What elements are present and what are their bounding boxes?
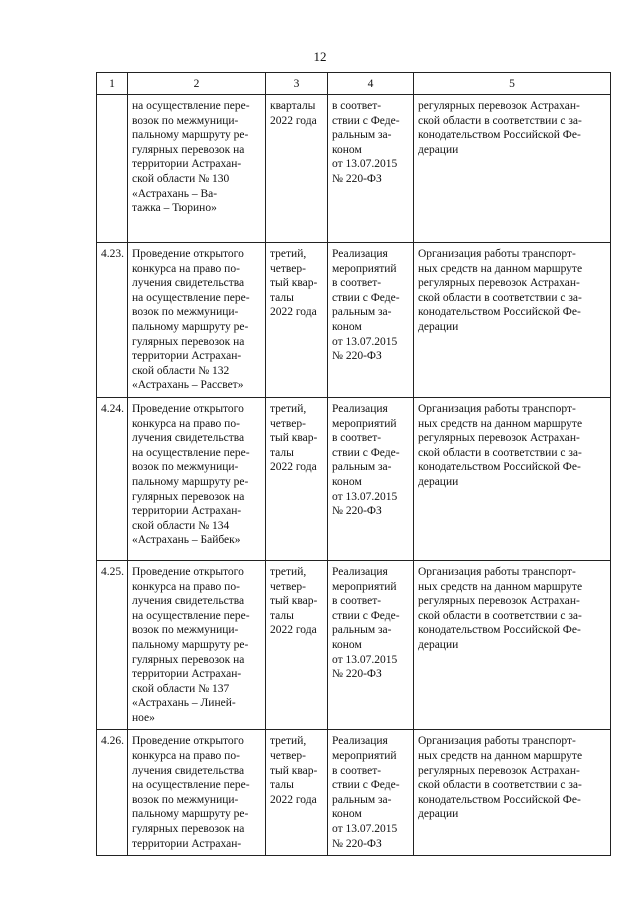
row-result: Организация работы транспорт- ных средств на данном маршруте регулярных перевозок Астрахан- ской области в соответствии с за- конодательством Российской Фе- дерации (414, 730, 611, 856)
row-result: регулярных перевозок Астрахан- ской области в соответствии с за- конодательством Российской Фе- дерации (414, 95, 611, 243)
row-period: третий, четвер- тый квар- талы 2022 года (266, 397, 328, 560)
row-period: кварталы 2022 года (266, 95, 328, 243)
row-result: Организация работы транспорт- ных средств на данном маршруте регулярных перевозок Астрахан- ской области в соответствии с за- конодательством Российской Фе- дерации (414, 397, 611, 560)
row-event: Проведение открытого конкурса на право по- лучения свидетельства на осуществление пере- возок по межмуници- пальному маршруту ре- гулярных перевозок на территории Астрахан- ской области № 137 «Астрахань – Линей- ное» (128, 560, 266, 730)
row-basis: Реализация мероприятий в соответ- ствии с Феде- ральным за- коном от 13.07.2015 № 220-ФЗ (328, 560, 414, 730)
column-header-basis: 4 (328, 73, 414, 95)
row-basis: Реализация мероприятий в соответ- ствии с Феде- ральным за- коном от 13.07.2015 № 220-ФЗ (328, 243, 414, 398)
column-header-result: 5 (414, 73, 611, 95)
row-period: третий, четвер- тый квар- талы 2022 года (266, 560, 328, 730)
page-number: 12 (313, 49, 327, 64)
row-basis: Реализация мероприятий в соответ- ствии с Феде- ральным за- коном от 13.07.2015 № 220-ФЗ (328, 730, 414, 856)
table-row (97, 730, 611, 856)
row-basis: в соответ- ствии с Феде- ральным за- коном от 13.07.2015 № 220-ФЗ (328, 95, 414, 243)
row-event: Проведение открытого конкурса на право по- лучения свидетельства на осуществление пере- возок по межмуници- пальному маршруту ре- гулярных перевозок на территории Астрахан- ской области № 132 «Астрахань – Рассвет» (128, 243, 266, 398)
row-result: Организация работы транспорт- ных средств на данном маршруте регулярных перевозок Астрахан- ской области в соответствии с за- конодательством Российской Фе- дерации (414, 243, 611, 398)
row-number: 4.26. (97, 730, 128, 856)
row-basis: Реализация мероприятий в соответ- ствии с Феде- ральным за- коном от 13.07.2015 № 220-ФЗ (328, 397, 414, 560)
row-result: Организация работы транспорт- ных средств на данном маршруте регулярных перевозок Астрахан- ской области в соответствии с за- конодательством Российской Фе- дерации (414, 560, 611, 730)
table-row (97, 243, 611, 398)
row-number: 4.23. (97, 243, 128, 398)
table-row (97, 560, 611, 730)
column-header-period: 3 (266, 73, 328, 95)
table-row (97, 95, 611, 243)
table-row (97, 397, 611, 560)
row-event: Проведение открытого конкурса на право по- лучения свидетельства на осуществление пере- возок по межмуници- пальному маршруту ре- гулярных перевозок на территории Астрахан- ской области № 134 «Астрахань – Байбек» (128, 397, 266, 560)
column-header-number: 1 (97, 73, 128, 95)
row-event: Проведение открытого конкурса на право по- лучения свидетельства на осуществление пере- возок по межмуници- пальному маршруту ре- гулярных перевозок на территории Астрахан- (128, 730, 266, 856)
table-header-row (97, 73, 611, 95)
row-number: 4.25. (97, 560, 128, 730)
row-event: на осуществление пере- возок по межмуници- пальному маршруту ре- гулярных перевозок на территории Астрахан- ской области № 130 «Астрахань – Ва- тажка – Тюрино» (128, 95, 266, 243)
plan-table (96, 72, 611, 856)
row-period: третий, четвер- тый квар- талы 2022 года (266, 243, 328, 398)
column-header-event: 2 (128, 73, 266, 95)
row-period: третий, четвер- тый квар- талы 2022 года (266, 730, 328, 856)
row-number (97, 95, 128, 243)
row-number: 4.24. (97, 397, 128, 560)
